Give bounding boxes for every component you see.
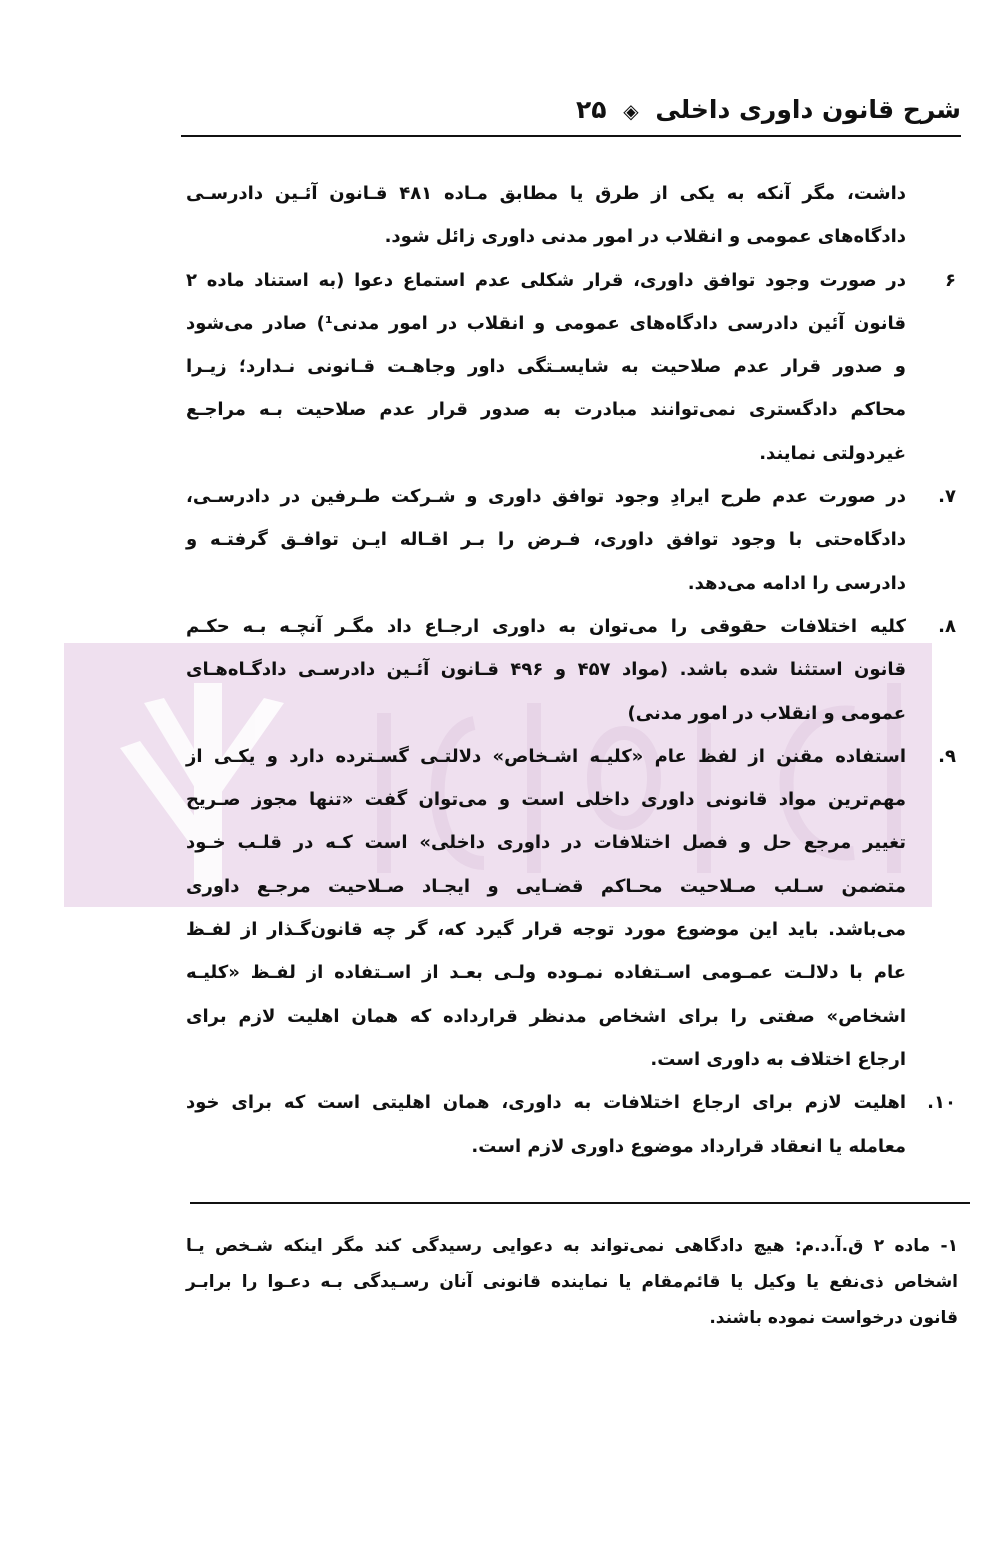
diamond-ornament-icon: ◈ — [623, 99, 639, 123]
item-number: ۸. — [938, 615, 956, 637]
text-line: اشخاص» صفتی را برای اشخاص مدنظر قرارداده که همان اهلیت لازم برای — [186, 1005, 906, 1027]
footnote-line: ۱- ماده ۲ ق.آ.د.م: هیچ دادگاهی نمی‌تواند به دعوایی رسیدگی کند مگر اینکه شـخص یـا — [186, 1236, 958, 1256]
page-number: ۲۵ — [576, 95, 607, 124]
text-line: تغییر مرجع حل و فصل اختلافات در داوری داخلی» است کـه در قلـب خـود — [186, 832, 906, 854]
header-rule — [181, 135, 961, 137]
footnote — [186, 1228, 958, 1336]
text-line: غیردولتی نمایند. — [759, 442, 906, 464]
text-line: در صورت وجود توافق داوری، قرار شکلی عدم استماع دعوا (به استناد ماده ۲ — [186, 269, 906, 291]
footnote-rule — [190, 1202, 970, 1204]
text-line: و صدور قرار عدم صلاحیت به شایسـتگی داور وجاهـت قـانونی نـدارد؛ زیـرا — [186, 356, 906, 378]
text-line: می‌باشد. باید این موضوع مورد توجه قرار گیرد که، گر چه قانون‌گـذار از لفـظ — [186, 919, 906, 941]
text-line: داشت، مگر آنکه به یکی از طرق یا مطابق مـاده ۴۸۱ قـانون آئـین دادرسـی — [186, 183, 906, 204]
page-body — [186, 172, 956, 1168]
text-line: متضمن سـلب صـلاحیت محـاکم قضـایی و ایجـاد صـلاحیت مرجـع داوری — [186, 875, 906, 897]
book-title: شرح قانون داوری داخلی — [655, 95, 961, 124]
text-line: دادگاه‌حتی با وجود توافق داوری، فـرض را بـر اقـاله ایـن توافـق گرفتـه و — [186, 529, 906, 551]
item-number: ۶ — [945, 269, 956, 291]
text-line: استفاده مقنن از لفظ عام «کلیـه اشـخاص» دلالتـی گسـترده دارد و یکـی از — [186, 745, 906, 767]
list-item-9 — [186, 735, 956, 1081]
text-line: دادرسی را ادامه می‌دهد. — [687, 572, 906, 594]
footnote-line: اشخاص ذی‌نفع یا وکیل یا قائم‌مقام یا نماینده قانونی آنان رسـیدگی بـه دعـوا را برابـر — [186, 1272, 958, 1292]
text-line: محاکم دادگستری نمی‌توانند مبادرت به صدور قرار عدم صلاحیت بـه مراجـع — [186, 399, 906, 421]
text-line: عمومی و انقلاب در امور مدنی) — [627, 702, 906, 724]
text-line: اهلیت لازم برای ارجاع اختلافات به داوری، همان اهلیتی است که برای خود — [186, 1092, 906, 1114]
continuation-paragraph — [186, 172, 906, 259]
header-title-group — [576, 92, 961, 129]
text-line: قانون استثنا شده باشد. (مواد ۴۵۷ و ۴۹۶ قـانون آئـین دادرسـی دادگـاه‌هـای — [186, 659, 906, 681]
item-number: ۱۰. — [927, 1092, 956, 1114]
text-line: معامله یا انعقاد قرارداد موضوع داوری لازم است. — [471, 1135, 906, 1157]
text-line: قانون آئین دادرسی دادگاه‌های عمومی و انقلاب در امور مدنی¹) صادر می‌شود — [186, 312, 906, 334]
list-item-10 — [186, 1081, 956, 1168]
text-line: کلیه اختلافات حقوقی را می‌توان به داوری ارجـاع داد مگـر آنچـه بـه حکـم — [186, 615, 906, 637]
running-header — [181, 92, 961, 136]
item-number: ۹. — [938, 745, 956, 767]
list-item-8 — [186, 605, 956, 735]
text-line: ارجاع اختلاف به داوری است. — [650, 1048, 906, 1070]
text-line: عام با دلالـت عمـومی اسـتفاده نمـوده ولـی بعـد از اسـتفاده از لفـظ «کلیـه — [186, 962, 906, 984]
item-number: ۷. — [938, 486, 956, 508]
text-line: مهم‌ترین مواد قانونی داوری داخلی است و می‌توان گفت «تنها مجوز صـریح — [186, 789, 906, 811]
list-item-6 — [186, 259, 956, 475]
footnote-line: قانون درخواست نموده باشند. — [709, 1308, 958, 1328]
text-line: دادگاه‌های عمومی و انقلاب در امور مدنی داوری زائل شود. — [384, 226, 906, 248]
list-item-7 — [186, 475, 956, 605]
text-line: در صورت عدم طرح ایرادِ وجود توافق داوری و شـرکت طـرفین در دادرسـی، — [186, 486, 906, 508]
